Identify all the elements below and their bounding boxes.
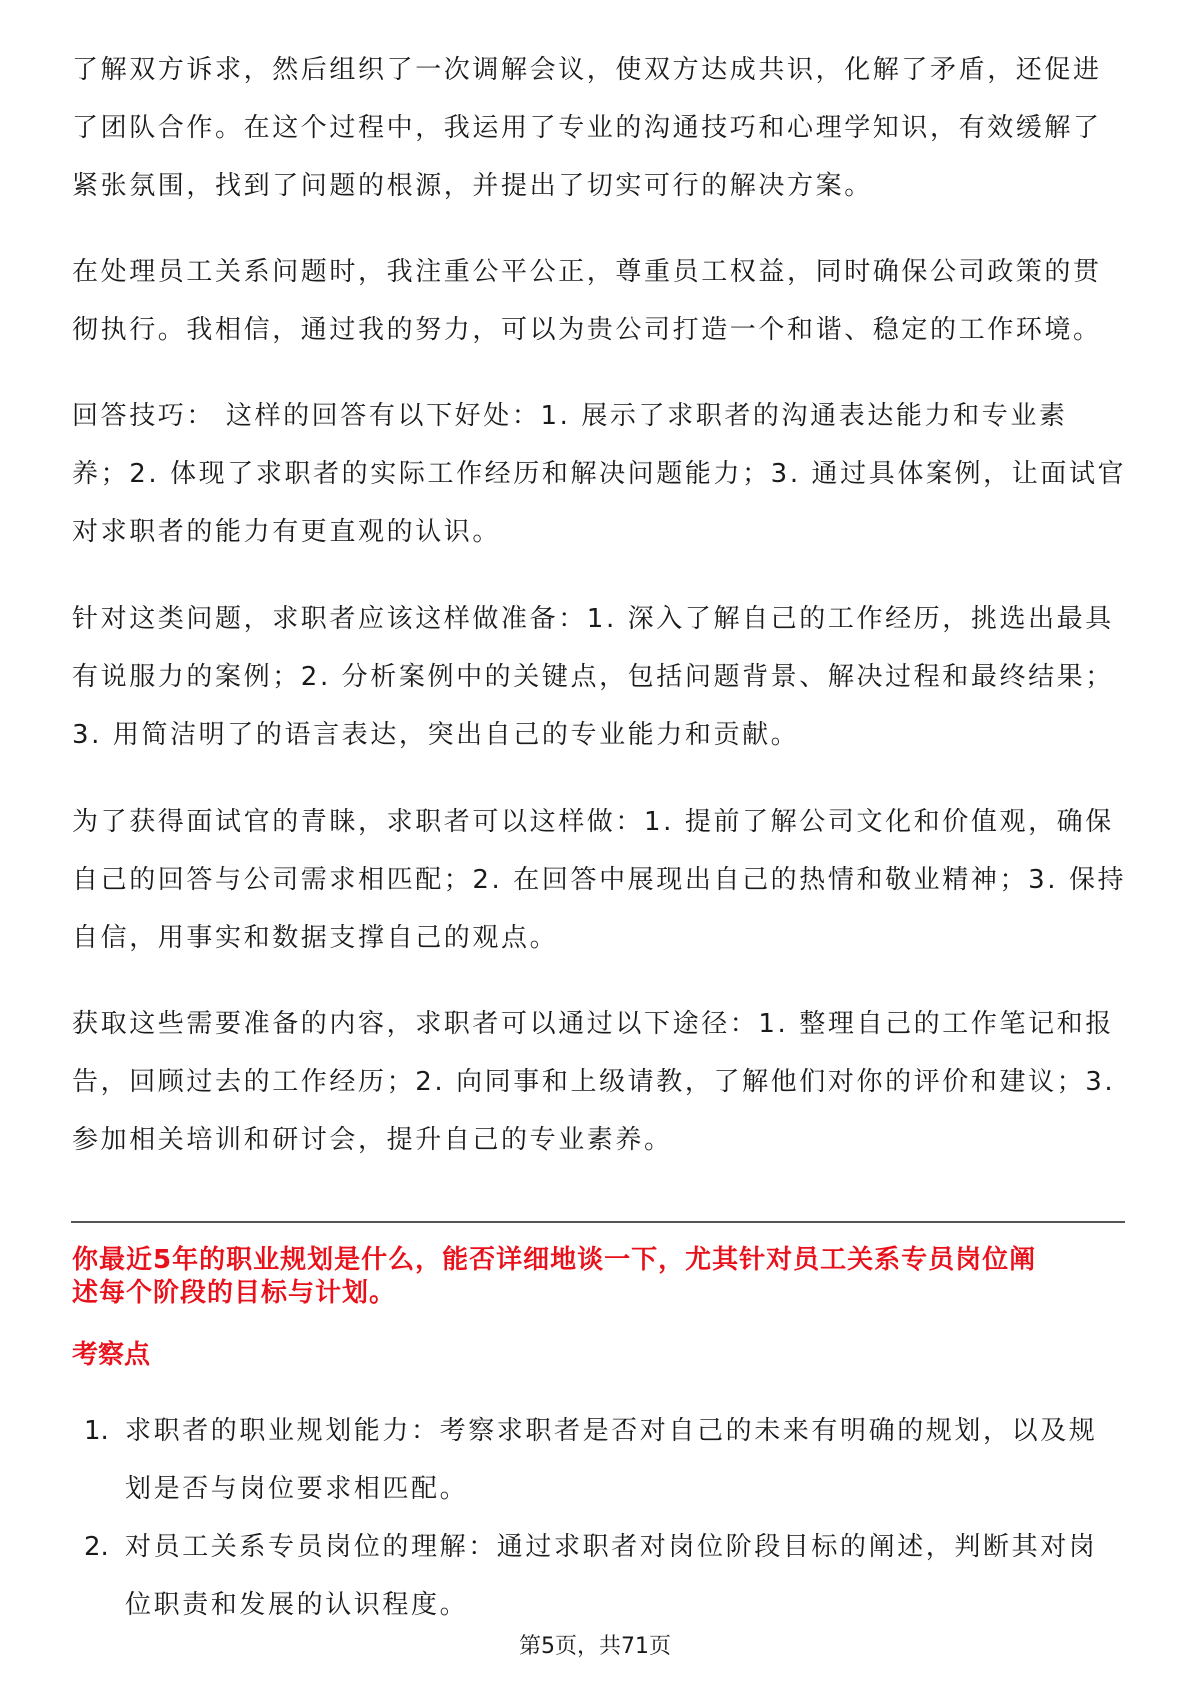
question-line: 你最近5年的职业规划是什么，能否详细地谈一下，尤其针对员工关系专员岗位阐	[72, 1245, 1037, 1275]
text-line: 了解双方诉求，然后组织了一次调解会议，使双方达成共识，化解了矛盾，还促进	[72, 55, 1102, 85]
paragraph-3	[72, 387, 1132, 561]
page-number: 第5页，共71页	[519, 1634, 671, 1659]
paragraph-6	[72, 995, 1132, 1169]
text-line: 彻执行。我相信，通过我的努力，可以为贵公司打造一个和谐、稳定的工作环境。	[72, 315, 1102, 345]
text-line: 在处理员工关系问题时，我注重公平公正，尊重员工权益，同时确保公司政策的贯	[72, 257, 1102, 287]
text-line: 回答技巧： 这样的回答有以下好处：1. 展示了求职者的沟通表达能力和专业素	[72, 401, 1068, 431]
text-line: 告，回顾过去的工作经历；2. 向同事和上级请教，了解他们对你的评价和建议；3.	[72, 1067, 1116, 1097]
list-number: 1.	[84, 1416, 109, 1446]
text-line: 位职责和发展的认识程度。	[125, 1590, 469, 1620]
section-title: 考察点	[72, 1340, 151, 1370]
text-line: 紧张氛围，找到了问题的根源，并提出了切实可行的解决方案。	[72, 171, 873, 201]
question-heading	[72, 1244, 1132, 1310]
text-line: 划是否与岗位要求相匹配。	[125, 1474, 469, 1504]
text-line: 自己的回答与公司需求相匹配；2. 在回答中展现出自己的热情和敬业精神；3. 保持	[72, 865, 1127, 895]
text-line: 有说服力的案例；2. 分析案例中的关键点，包括问题背景、解决过程和最终结果；	[72, 662, 1114, 692]
paragraph-1	[72, 41, 1132, 215]
text-line: 了团队合作。在这个过程中，我运用了专业的沟通技巧和心理学知识，有效缓解了	[72, 113, 1102, 143]
text-line: 求职者的职业规划能力：考察求职者是否对自己的未来有明确的规划，以及规	[125, 1416, 1098, 1446]
text-line: 3. 用简洁明了的语言表达，突出自己的专业能力和贡献。	[72, 720, 800, 750]
text-line: 参加相关培训和研讨会，提升自己的专业素养。	[72, 1125, 673, 1155]
list-number: 2.	[84, 1532, 109, 1562]
text-line: 针对这类问题，求职者应该这样做准备：1. 深入了解自己的工作经历，挑选出最具	[72, 604, 1114, 634]
text-line: 获取这些需要准备的内容，求职者可以通过以下途径：1. 整理自己的工作笔记和报	[72, 1009, 1114, 1039]
paragraph-4	[72, 590, 1132, 764]
text-line: 养；2. 体现了求职者的实际工作经历和解决问题能力；3. 通过具体案例，让面试官	[72, 459, 1127, 489]
list-item	[84, 1402, 1144, 1518]
paragraph-5	[72, 793, 1132, 967]
text-line: 为了获得面试官的青睐，求职者可以这样做：1. 提前了解公司文化和价值观，确保	[72, 807, 1114, 837]
paragraph-2	[72, 243, 1132, 359]
list-item	[84, 1518, 1144, 1634]
text-line: 对员工关系专员岗位的理解：通过求职者对岗位阶段目标的阐述，判断其对岗	[125, 1532, 1098, 1562]
text-line: 对求职者的能力有更直观的认识。	[72, 517, 502, 547]
text-line: 自信，用事实和数据支撑自己的观点。	[72, 923, 559, 953]
divider	[71, 1221, 1125, 1223]
question-line: 述每个阶段的目标与计划。	[72, 1278, 397, 1308]
numbered-list	[84, 1402, 1144, 1634]
